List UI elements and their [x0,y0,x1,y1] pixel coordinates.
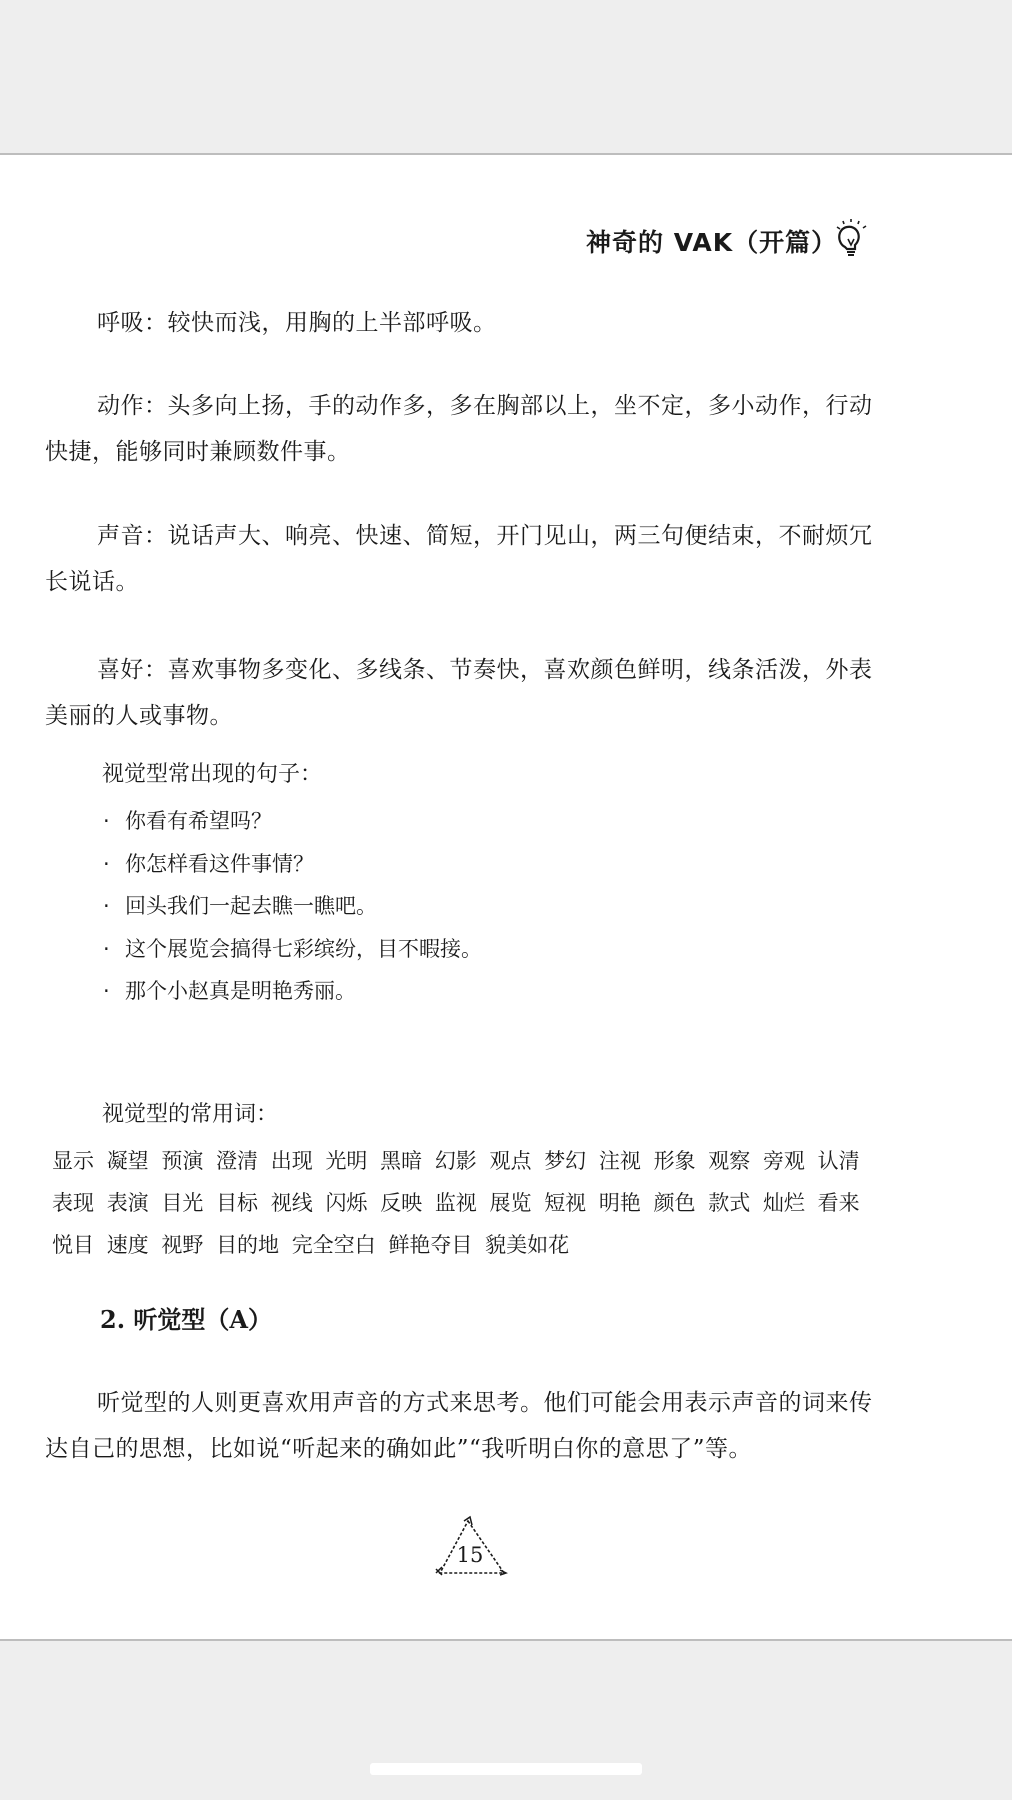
vocab-word: 认清 [817,1149,860,1173]
vocab-word: 看来 [817,1191,860,1215]
voice-paragraph [45,513,887,605]
page-number-badge [430,1515,510,1583]
vocab-word: 旁观 [762,1149,805,1173]
preference-paragraph [45,647,887,739]
sentences-label: 视觉型常出现的句子： [102,762,323,787]
text-line: 呼吸：较快而浅，用胸的上半部呼吸。 [97,310,497,336]
sentence-text: 那个小赵真是明艳秀丽。 [125,979,356,1003]
vocab-word: 黑暗 [380,1149,423,1173]
movement-paragraph [45,383,887,475]
vocab-word: 目标 [216,1191,259,1215]
running-header [586,215,886,265]
sentence-text: 你怎样看这件事情？ [125,851,314,876]
sentence-text: 你看有希望吗？ [125,809,272,833]
vocab-word: 表现 [52,1191,94,1215]
list-item: · 这个展览会搞得七彩缤纷，目不暇接。 [103,936,482,961]
sentence-list [103,800,482,1013]
vocab-word: 显示 [52,1149,94,1173]
home-indicator[interactable] [370,1763,642,1775]
text-line: 长说话。 [45,569,139,595]
vocab-word: 反映 [380,1191,423,1215]
running-title: 神奇的 VAK（开篇） [586,228,838,257]
breathing-paragraph [97,300,887,346]
sentence-text: 这个展览会搞得七彩缤纷，目不暇接。 [125,936,482,961]
vocab-word: 灿烂 [762,1191,805,1215]
vocab-word: 款式 [708,1191,751,1215]
vocab-word: 预演 [161,1149,204,1173]
vocab-word: 貌美如花 [485,1233,570,1257]
section-heading: 2. 听觉型（A） [100,1305,273,1334]
vocab-word: 悦目 [52,1233,94,1257]
page-number: 15 [456,1543,484,1567]
sentence-text: 回头我们一起去瞧一瞧吧。 [125,894,377,918]
list-item: · 你怎样看这件事情？ [103,851,314,876]
bottom-margin [0,1641,1012,1800]
list-item: · 那个小赵真是明艳秀丽。 [103,979,356,1003]
vocab-word: 出现 [270,1149,313,1173]
text-line: 快捷，能够同时兼顾数件事。 [45,439,351,465]
vocab-word: 形象 [653,1149,696,1173]
vocab-word: 速度 [106,1233,149,1257]
vocab-word: 观察 [708,1149,751,1173]
text-line: 动作：头多向上扬，手的动作多，多在胸部以上，坐不定，多小动作，行动 [97,393,873,419]
word-list [52,1140,902,1266]
lightbulb-icon [831,217,871,261]
list-item: · 回头我们一起去瞧一瞧吧。 [103,894,377,918]
book-page [0,155,1012,1641]
vocab-word: 光明 [325,1149,368,1173]
vocab-word: 澄清 [216,1149,259,1173]
words-label: 视觉型的常用词： [102,1102,279,1127]
text-line: 听觉型的人则更喜欢用声音的方式来思考。他们可能会用表示声音的词来传 [97,1390,873,1416]
vocab-word: 凝望 [106,1149,149,1173]
top-margin [0,0,1012,155]
vocab-word: 颜色 [653,1191,696,1215]
vocab-word: 展览 [489,1191,532,1215]
vocab-word: 表演 [106,1191,149,1215]
text-line: 达自己的思想，比如说“听起来的确如此”“我听明白你的意思了”等。 [45,1436,753,1462]
text-line: 美丽的人或事物。 [45,703,233,729]
vocab-word: 鲜艳夺目 [388,1233,473,1257]
vocab-word: 视野 [161,1233,204,1257]
vocab-word: 梦幻 [544,1149,587,1173]
vocab-word: 明艳 [598,1191,641,1215]
vocab-word: 完全空白 [291,1233,376,1257]
vocab-word: 注视 [598,1149,641,1173]
vocab-word: 闪烁 [325,1191,368,1215]
vocab-word: 目光 [161,1191,204,1215]
text-line: 喜好：喜欢事物多变化、多线条、节奏快，喜欢颜色鲜明，线条活泼，外表 [97,657,873,683]
vocab-word: 视线 [270,1191,313,1215]
vocab-word: 目的地 [216,1233,280,1257]
list-item: · 你看有希望吗？ [103,809,272,833]
text-line: 声音：说话声大、响亮、快速、简短，开门见山，两三句便结束，不耐烦冗 [97,523,873,549]
auditory-paragraph [45,1380,887,1472]
vocab-word: 观点 [489,1149,532,1173]
vocab-word: 短视 [544,1191,587,1215]
vocab-word: 监视 [434,1191,477,1215]
vocab-word: 幻影 [434,1149,477,1173]
